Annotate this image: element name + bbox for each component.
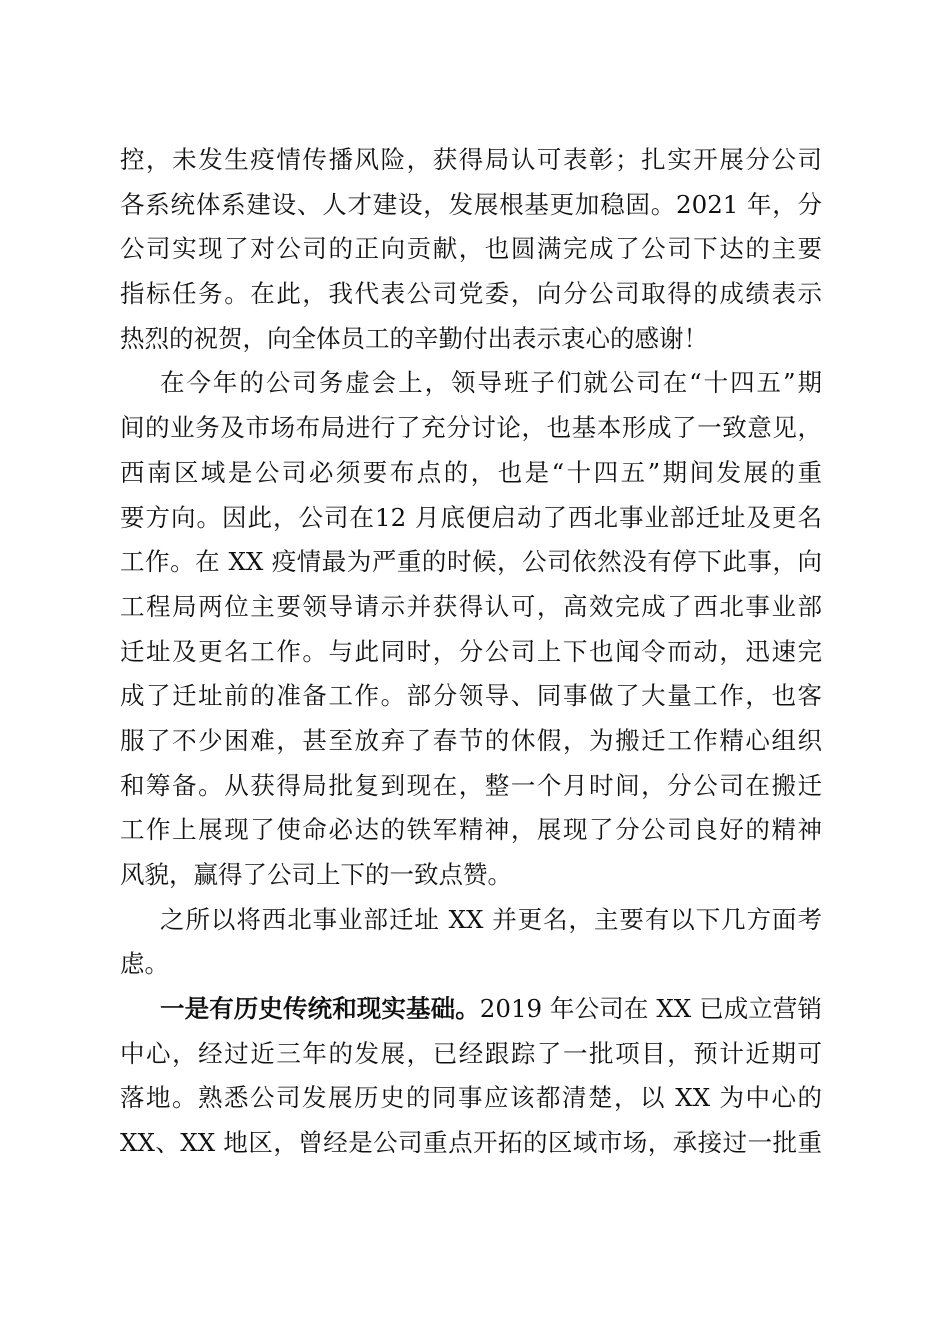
body-text: [120, 138, 822, 1166]
text-line: 落地。熟悉公司发展历史的同事应该都清楚，以 XX 为中心的: [120, 1083, 822, 1113]
text-line: 指标任务。在此，我代表公司党委，向分公司取得的成绩表示: [120, 279, 822, 309]
text-line: 在今年的公司务虚会上，领导班子们就公司在“十四五”期: [160, 368, 822, 398]
text-line: 工作。在 XX 疫情最为严重的时候，公司依然没有停下此事，向: [120, 547, 822, 577]
text-line: 迁址及更名工作。与此同时，分公司上下也闻令而动，迅速完: [120, 636, 822, 666]
text-line: 中心，经过近三年的发展，已经跟踪了一批项目，预计近期可: [120, 1038, 822, 1068]
paragraph: [120, 138, 822, 361]
text-line: XX、XX 地区，曾经是公司重点开拓的区域市场，承接过一批重: [120, 1128, 822, 1158]
paragraph: [120, 361, 822, 897]
text-line: 西南区域是公司必须要布点的，也是“十四五”期间发展的重: [120, 457, 822, 487]
text-line: 控，未发生疫情传播风险，获得局认可表彰；扎实开展分公司: [120, 145, 822, 174]
text-line: 工作上展现了使命必达的铁军精神，展现了分公司良好的精神: [120, 815, 822, 845]
text-line: 服了不少困难，甚至放弃了春节的休假，为搬迁工作精心组织: [120, 725, 822, 755]
text-line-rest: 2019 年公司在 XX 已成立营销: [479, 994, 822, 1024]
text-line: 各系统体系建设、人才建设，发展根基更加稳固。2021 年，分: [120, 189, 822, 219]
text-line: 要方向。因此，公司在12 月底便启动了西北事业部迁址及更名: [120, 502, 822, 532]
text-line: 风貌，赢得了公司上下的一致点赞。: [120, 860, 512, 889]
paragraph: [120, 898, 822, 987]
paragraph-lead: 一是有历史传统和现实基础。: [160, 994, 480, 1024]
text-line: 虑。: [120, 949, 169, 979]
text-line: 之所以将西北事业部迁址 XX 并更名，主要有以下几方面考: [160, 904, 822, 934]
text-line: [120, 987, 822, 1032]
text-line: 工程局两位主要领导请示并获得认可，高效完成了西北事业部: [120, 591, 822, 621]
text-line: 和筹备。从获得局批复到现在，整一个月时间，分公司在搬迁: [120, 770, 822, 800]
text-line: 成了迁址前的准备工作。部分领导、同事做了大量工作，也客: [120, 681, 822, 711]
text-line: 公司实现了对公司的正向贡献，也圆满完成了公司下达的主要: [120, 234, 822, 264]
text-line: 热烈的祝贺，向全体员工的辛勤付出表示衷心的感谢！: [120, 323, 708, 353]
paragraph: [120, 987, 822, 1166]
text-line: 间的业务及市场布局进行了充分讨论，也基本形成了一致意见，: [120, 413, 822, 443]
